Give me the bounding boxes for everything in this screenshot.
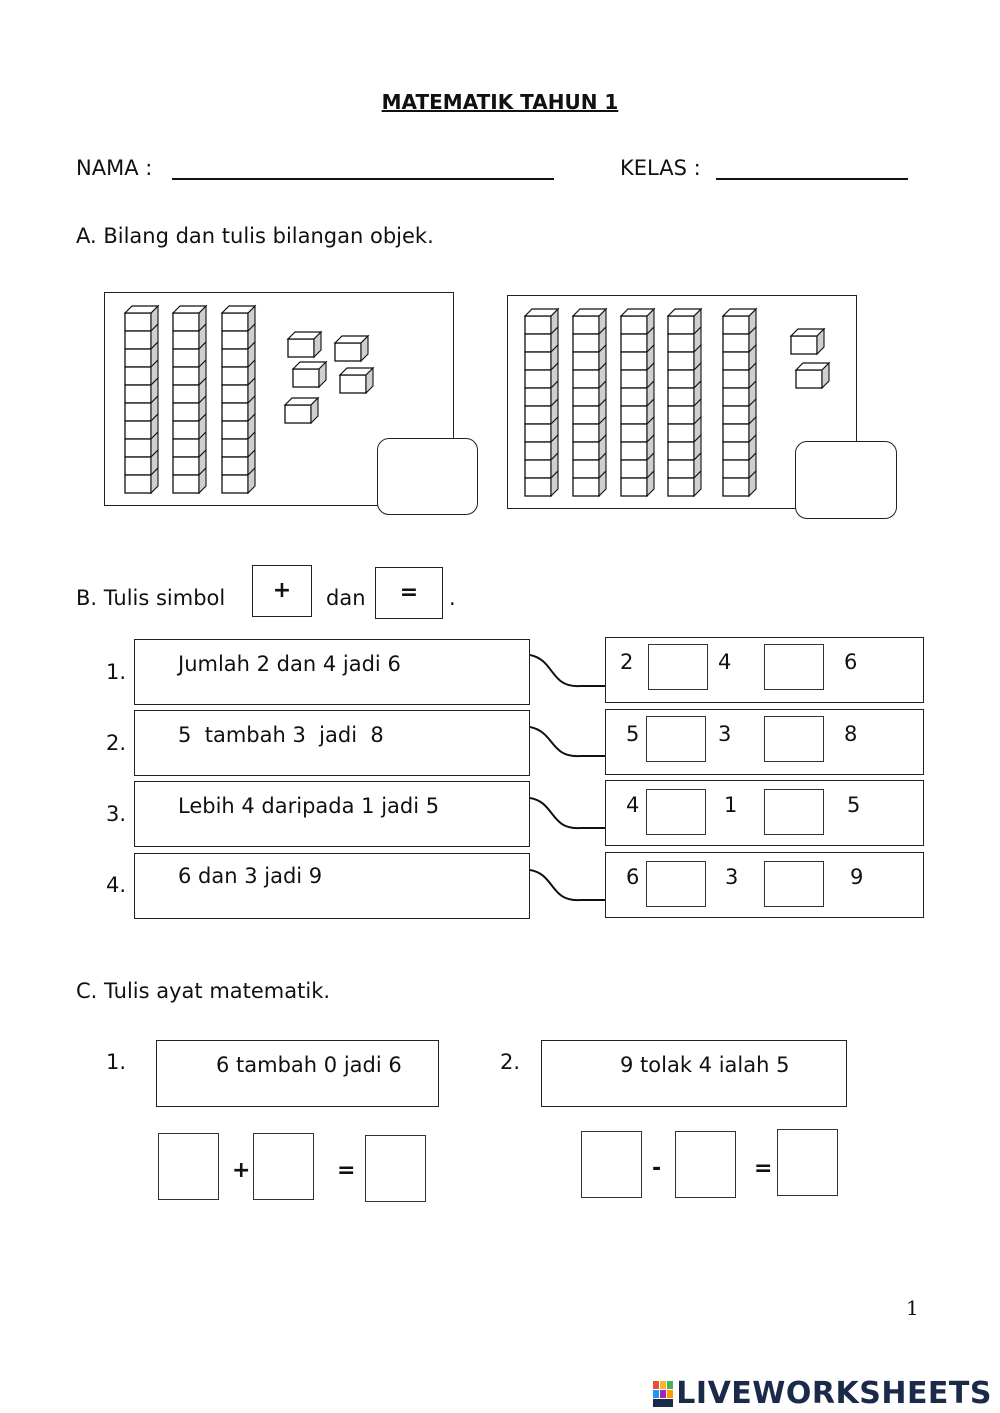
equals-operator: = [754, 1156, 773, 1181]
ten-rod [723, 309, 756, 496]
plus-symbol-box [252, 565, 312, 617]
operand-b: 3 [725, 865, 739, 889]
sentence-text: 9 tolak 4 ialah 5 [620, 1053, 790, 1077]
equation-box-4 [605, 852, 924, 918]
result: 8 [844, 722, 858, 746]
result: 6 [844, 650, 858, 674]
operand-b: 1 [724, 793, 738, 817]
symbol-input-2[interactable] [764, 861, 824, 907]
equals-symbol: = [399, 580, 419, 605]
liveworksheets-logo-icon [652, 1380, 674, 1408]
number-input-4[interactable] [581, 1131, 642, 1198]
one-cube [293, 362, 326, 387]
operand-b: 4 [718, 650, 732, 674]
equals-symbol-box [375, 567, 443, 619]
page-number: 1 [906, 1296, 919, 1320]
sentence-text: 6 tambah 0 jadi 6 [216, 1053, 402, 1077]
item-number: 4. [106, 873, 127, 897]
number-input-3[interactable] [365, 1135, 426, 1202]
one-cube [791, 329, 824, 354]
equation-box-2 [605, 709, 924, 775]
answer-box-a1[interactable] [377, 438, 478, 515]
one-cube [340, 368, 373, 393]
connector-line-2 [530, 727, 605, 756]
operand-a: 2 [620, 650, 634, 674]
liveworksheets-logo[interactable] [652, 1376, 992, 1411]
sentence-box-2 [541, 1040, 847, 1107]
section-c-instruction: C. Tulis ayat matematik. [76, 979, 331, 1003]
symbol-input-1[interactable] [646, 716, 706, 762]
section-a-instruction: A. Bilang dan tulis bilangan objek. [76, 224, 434, 248]
statement-text: Jumlah 2 dan 4 jadi 6 [178, 652, 401, 676]
number-input-2[interactable] [253, 1133, 314, 1200]
item-number: 1. [106, 1050, 127, 1074]
liveworksheets-brand: LIVEWORKSHEETS [676, 1376, 992, 1411]
symbol-input-1[interactable] [646, 861, 706, 907]
item-number: 3. [106, 802, 127, 826]
connector-line-4 [530, 870, 605, 900]
symbol-input-1[interactable] [646, 789, 706, 835]
equation-box-3 [605, 780, 924, 846]
minus-operator: - [652, 1156, 662, 1181]
ten-rod [173, 306, 206, 493]
item-number: 2. [106, 731, 127, 755]
operand-b: 3 [718, 722, 732, 746]
statement-text: 6 dan 3 jadi 9 [178, 864, 323, 888]
plus-symbol: + [272, 578, 292, 603]
class-label: KELAS : [620, 156, 701, 180]
sentence-box-1 [156, 1040, 439, 1107]
equals-operator: = [337, 1158, 356, 1183]
statement-text: 5 tambah 3 jadi 8 [178, 723, 384, 747]
class-field-line[interactable] [716, 178, 908, 180]
result: 5 [847, 793, 861, 817]
ten-rod [668, 309, 701, 496]
symbol-input-2[interactable] [764, 789, 824, 835]
statement-box-1 [134, 639, 530, 705]
section-b-instruction: B. Tulis simbol [76, 586, 226, 610]
symbol-input-2[interactable] [764, 644, 824, 690]
connector-lines [525, 640, 610, 920]
number-input-1[interactable] [158, 1133, 219, 1200]
connector-line-3 [530, 798, 605, 828]
one-cube [285, 398, 318, 423]
symbol-input-2[interactable] [764, 716, 824, 762]
statement-box-3 [134, 781, 530, 847]
statement-text: Lebih 4 daripada 1 jadi 5 [178, 794, 440, 818]
item-number: 2. [500, 1050, 521, 1074]
one-cube [796, 363, 829, 388]
section-b-period: . [449, 586, 456, 610]
page-title: MATEMATIK TAHUN 1 [381, 90, 619, 114]
ten-rod [125, 306, 158, 493]
operand-a: 5 [626, 722, 640, 746]
number-input-5[interactable] [675, 1131, 736, 1198]
answer-box-a2[interactable] [795, 441, 897, 519]
connector-line-1 [530, 655, 605, 686]
result: 9 [850, 865, 864, 889]
plus-operator: + [232, 1158, 251, 1183]
one-cube [335, 336, 368, 361]
statement-box-4 [134, 853, 530, 919]
statement-box-2 [134, 710, 530, 776]
ten-rod [621, 309, 654, 496]
name-field-line[interactable] [172, 178, 554, 180]
section-b-connector: dan [326, 586, 366, 610]
symbol-input-1[interactable] [648, 644, 708, 690]
operand-a: 6 [626, 865, 640, 889]
operand-a: 4 [626, 793, 640, 817]
name-label: NAMA : [76, 156, 153, 180]
one-cube [288, 332, 321, 357]
number-input-6[interactable] [777, 1129, 838, 1196]
equation-box-1 [605, 637, 924, 703]
ten-rod [573, 309, 606, 496]
ten-rod [525, 309, 558, 496]
ten-rod [222, 306, 255, 493]
item-number: 1. [106, 660, 127, 684]
